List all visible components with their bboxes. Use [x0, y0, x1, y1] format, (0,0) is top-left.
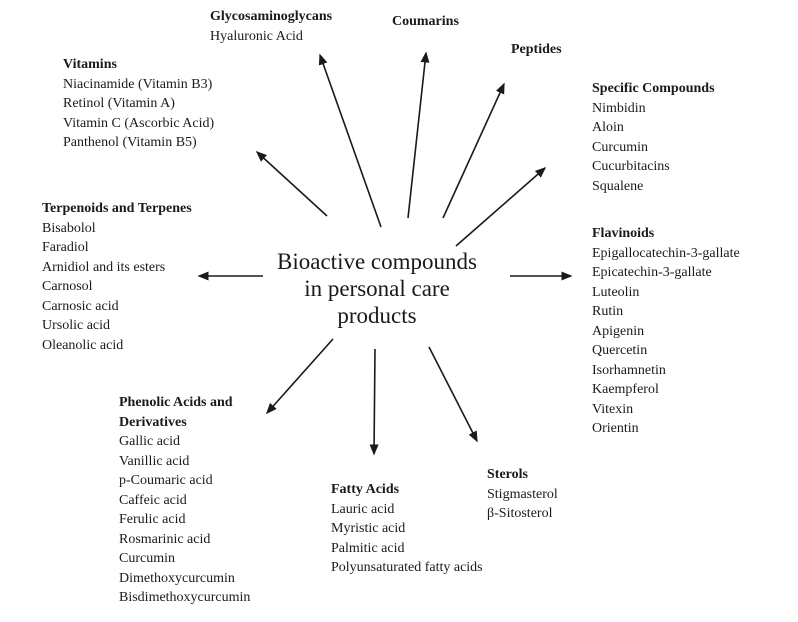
category-item: Arnidiol and its esters	[42, 259, 166, 275]
arrow-to-vitamins	[257, 152, 327, 216]
category-title: Phenolic Acids and Derivatives	[119, 395, 233, 430]
category-items	[331, 500, 483, 578]
category-item: Quercetin	[592, 343, 648, 358]
category-item: Hyaluronic Acid	[210, 28, 303, 44]
category-peptides	[511, 40, 562, 60]
category-glycosaminoglycans	[210, 7, 332, 46]
category-item: β-Sitosterol	[487, 506, 553, 521]
category-item: Oleanolic acid	[42, 337, 124, 353]
arrow-to-sterols	[429, 347, 477, 441]
category-coumarins	[392, 12, 459, 32]
category-items	[210, 27, 332, 47]
category-item: Panthenol (Vitamin B5)	[63, 135, 197, 150]
category-item: Palmitic acid	[331, 540, 405, 556]
category-items	[119, 432, 274, 608]
category-title: Terpenoids and Terpenes	[42, 201, 192, 216]
category-specific-compounds	[592, 79, 715, 196]
category-item: p-Coumaric acid	[119, 473, 213, 488]
category-item: Polyunsaturated fatty acids	[331, 560, 483, 575]
category-items	[63, 75, 214, 153]
category-item: Curcumin	[119, 551, 175, 566]
category-item: Rutin	[592, 304, 624, 319]
category-title: Coumarins	[392, 14, 459, 29]
arrow-to-coumarins	[408, 53, 426, 218]
arrow-to-specific-compounds	[456, 168, 545, 246]
category-flavinoids	[592, 224, 740, 439]
category-item: Epigallocatechin-3-gallate	[592, 245, 740, 261]
category-item: Bisabolol	[42, 220, 96, 236]
category-item: Isorhamnetin	[592, 362, 666, 378]
category-title: Flavinoids	[592, 226, 655, 241]
category-item: Carnosic acid	[42, 298, 119, 314]
category-item: Nimbidin	[592, 100, 646, 116]
category-item: Squalene	[592, 178, 644, 194]
category-title: Sterols	[487, 467, 528, 482]
category-item: Luteolin	[592, 284, 640, 300]
arrow-to-fatty-acids	[374, 349, 375, 454]
category-item: Stigmasterol	[487, 486, 558, 502]
category-item: Rosmarinic acid	[119, 531, 211, 547]
category-item: Aloin	[592, 120, 624, 135]
category-items	[42, 219, 192, 356]
category-item: Kaempferol	[592, 382, 659, 397]
category-item: Ursolic acid	[42, 318, 111, 333]
category-items	[487, 485, 558, 524]
category-item: Gallic acid	[119, 434, 181, 449]
category-item: Bisdimethoxycurcumin	[119, 590, 251, 605]
category-item: Vanillic acid	[119, 453, 190, 469]
category-item: Niacinamide (Vitamin B3)	[63, 76, 213, 92]
category-item: Caffeic acid	[119, 492, 187, 508]
category-vitamins	[63, 55, 214, 153]
category-item: Lauric acid	[331, 501, 395, 517]
category-item: Orientin	[592, 421, 639, 436]
category-title: Specific Compounds	[592, 81, 715, 96]
category-item: Myristic acid	[331, 521, 406, 536]
arrow-to-peptides	[443, 84, 504, 218]
category-item: Epicatechin-3-gallate	[592, 265, 712, 280]
category-title: Peptides	[511, 42, 562, 57]
category-item: Vitamin C (Ascorbic Acid)	[63, 115, 215, 131]
category-terpenoids	[42, 199, 192, 355]
category-item: Carnosol	[42, 279, 93, 294]
category-item: Cucurbitacins	[592, 159, 670, 174]
category-item: Faradiol	[42, 240, 89, 255]
category-item: Ferulic acid	[119, 512, 186, 527]
category-title: Fatty Acids	[331, 482, 400, 497]
category-item: Vitexin	[592, 401, 634, 417]
category-fatty-acids	[331, 480, 483, 578]
category-title: Vitamins	[63, 57, 117, 72]
category-item: Retinol (Vitamin A)	[63, 96, 175, 111]
center-topic: Bioactive compounds in personal care products	[277, 249, 477, 328]
category-sterols	[487, 465, 558, 524]
category-items	[592, 244, 740, 439]
category-phenolic-acids	[119, 393, 274, 608]
category-item: Apigenin	[592, 323, 645, 339]
arrow-to-glycosaminoglycans	[320, 55, 381, 227]
category-item: Dimethoxycurcumin	[119, 570, 235, 586]
category-title: Glycosaminoglycans	[210, 9, 333, 24]
arrow-to-phenolic-acids	[267, 339, 333, 413]
category-items	[592, 99, 715, 197]
category-item: Curcumin	[592, 139, 648, 155]
